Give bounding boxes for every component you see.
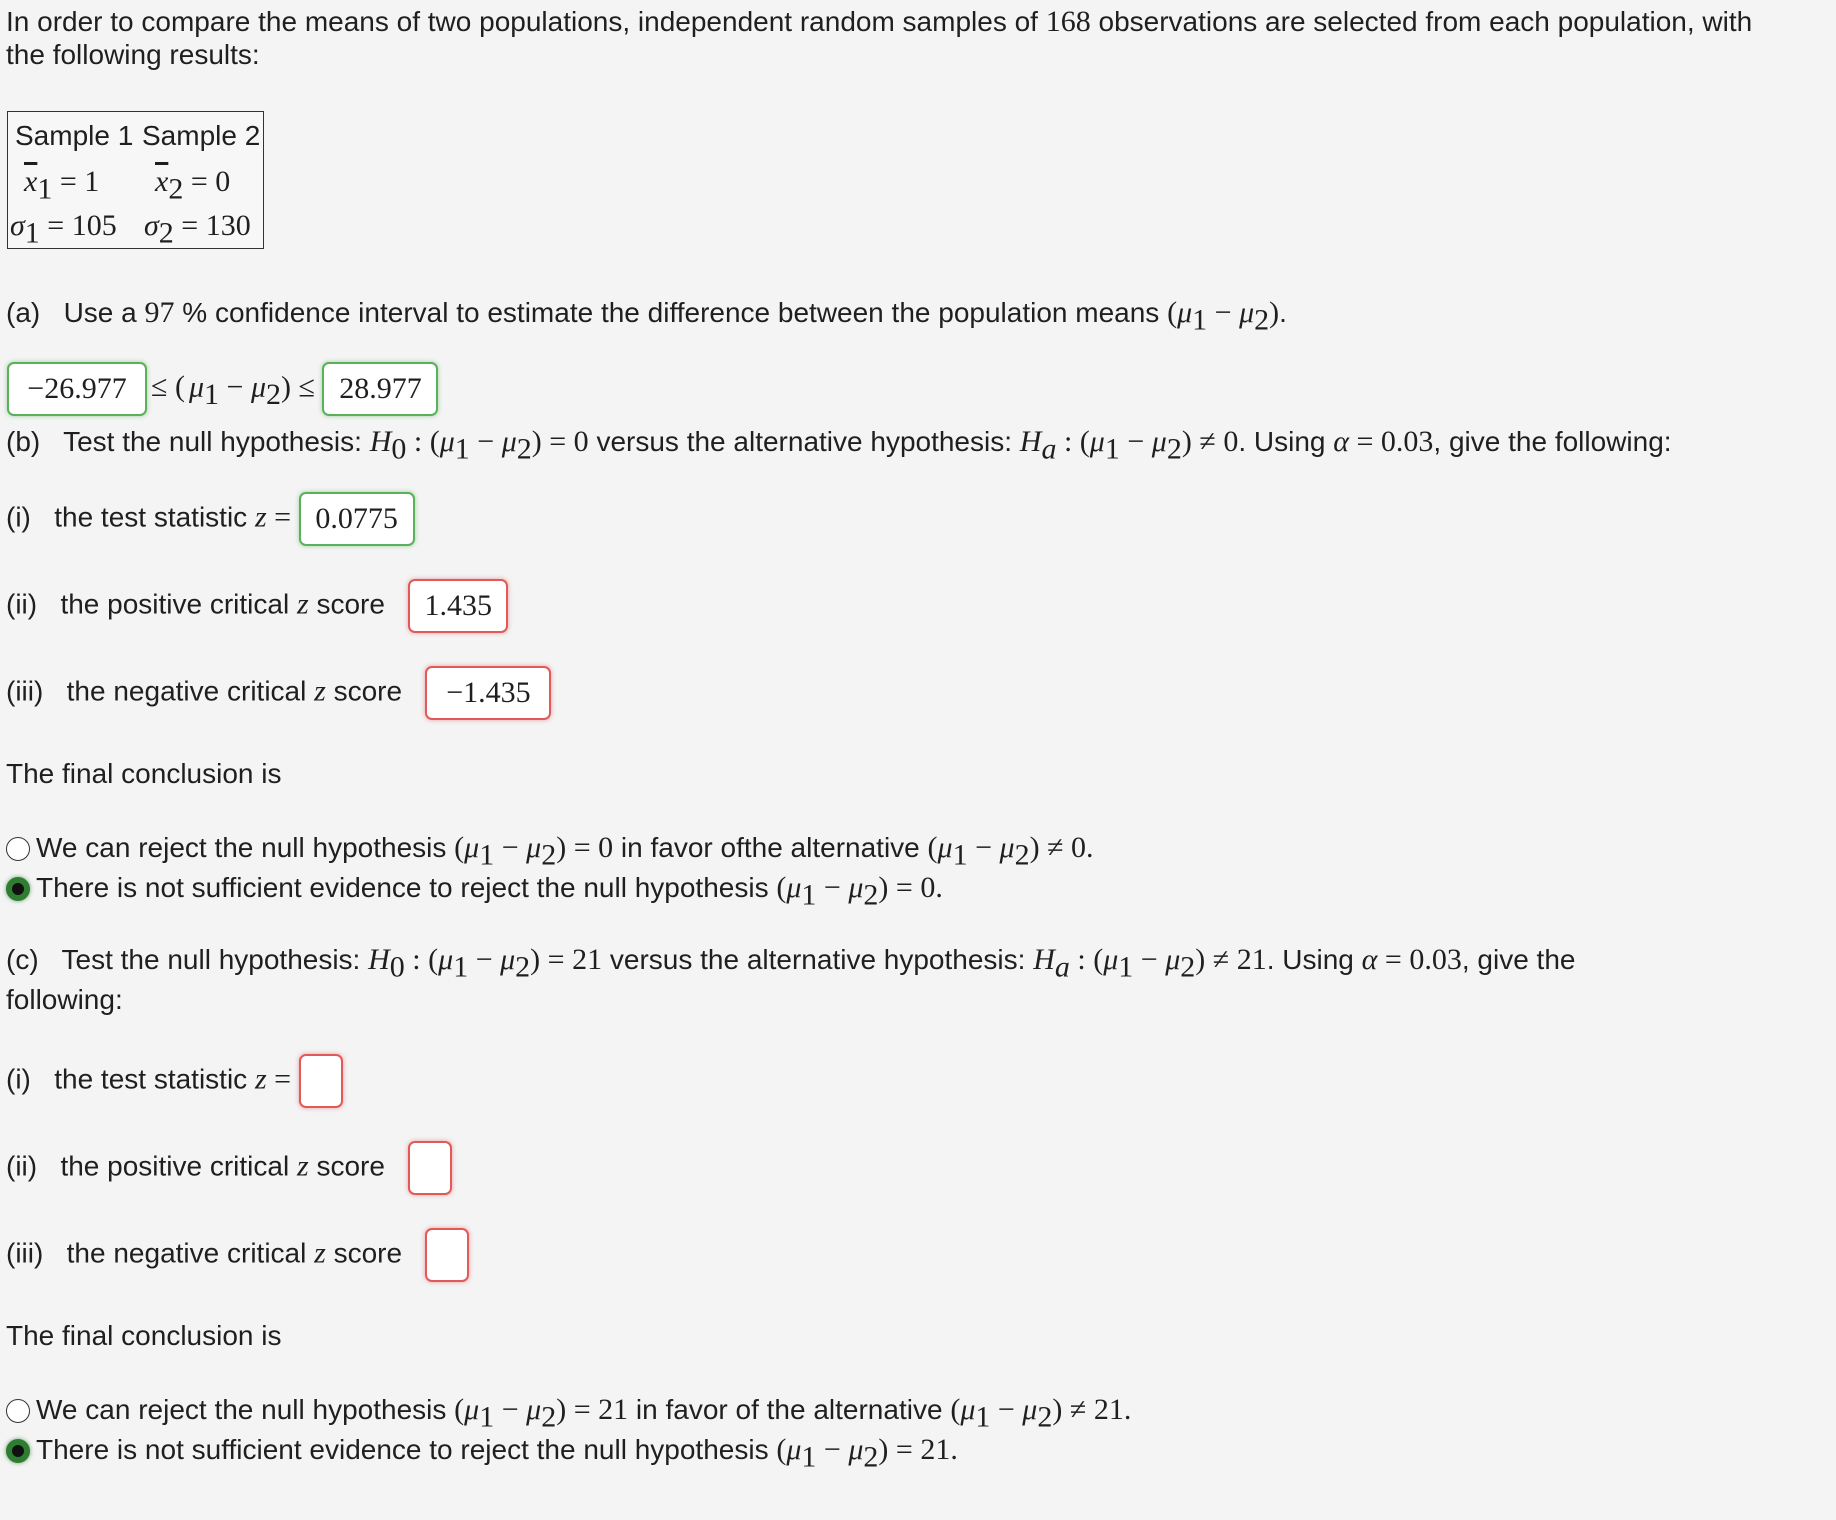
part-c-option-reject[interactable]: We can reject the null hypothesis $(\mu_1 - \mu_2) = 21$ in favor of the alternative $(\mu_1 - \mu_2) \ne 21$. (6, 1388, 1131, 1432)
part-b-i-row: (i) the test statistic z = 0.0775 (6, 492, 415, 546)
intro-line-1: In order to compare the means of two populations, independent random samples of 168 observations are selected from each population, with (6, 5, 1753, 38)
part-c-iii-row: (iii) the negative critical z score (6, 1228, 469, 1282)
sample-table (7, 111, 264, 249)
mean-sample-1: $\overline{x}_1 = 1$ (24, 165, 100, 206)
part-b-positive-critical-input[interactable]: 1.435 (408, 579, 508, 633)
radio-button-selected[interactable] (6, 1439, 30, 1463)
part-b-iii-row: (iii) the negative critical z score −1.435 (6, 666, 551, 720)
intro-line-2: the following results: (6, 39, 260, 70)
part-c-conclusion-label: The final conclusion is (6, 1320, 282, 1351)
part-c-prompt-line-2: following: (6, 984, 123, 1015)
part-a-prompt: (a) Use a 97 % confidence interval to estimate the difference between the population means $(\mu_1 - \mu_2)$. (6, 296, 1287, 337)
radio-button[interactable] (6, 1399, 30, 1423)
ci-upper-input[interactable]: 28.977 (322, 362, 438, 416)
part-c-test-statistic-input[interactable] (299, 1054, 343, 1108)
part-c-option-not-reject[interactable]: There is not sufficient evidence to reject the null hypothesis $(\mu_1 - \mu_2) = 21$. (6, 1428, 958, 1472)
part-b-test-statistic-input[interactable]: 0.0775 (299, 492, 415, 546)
part-c-negative-critical-input[interactable] (425, 1228, 469, 1282)
header-sample-2: Sample 2 (142, 120, 261, 151)
part-b-option-not-reject[interactable]: There is not sufficient evidence to reject the null hypothesis $(\mu_1 - \mu_2) = 0$. (6, 866, 943, 910)
part-b-conclusion-label: The final conclusion is (6, 758, 282, 789)
radio-button[interactable] (6, 837, 30, 861)
part-b-ii-row: (ii) the positive critical z score 1.435 (6, 579, 508, 633)
header-sample-1: Sample 1 (15, 120, 134, 151)
part-c-i-row: (i) the test statistic z = (6, 1054, 343, 1108)
part-a-interval: −26.977 ≤ ( $\mu_1 - \mu_2) \le 28.977$ (7, 362, 438, 416)
part-b-option-reject[interactable]: We can reject the null hypothesis $(\mu_1 - \mu_2) = 0$ in favor ofthe alternative $(\mu_1 - \mu_2) \ne 0$. (6, 826, 1094, 870)
ci-lower-input[interactable]: −26.977 (7, 362, 147, 416)
part-b-prompt: (b) Test the null hypothesis: $H_0$ : $(\mu_1 - \mu_2) = 0$ versus the alternative hypothesis: $H_a$ : $(\mu_1 - \mu_2) \ne 0$. Using α = 0.03, give the following: (6, 425, 1672, 466)
part-c-positive-critical-input[interactable] (408, 1141, 452, 1195)
sd-sample-1: $\sigma_1 = 105$ (10, 209, 117, 250)
sd-sample-2: $\sigma_2 = 130$ (144, 209, 251, 250)
part-b-negative-critical-input[interactable]: −1.435 (425, 666, 551, 720)
mean-sample-2: $\overline{x}_2 = 0$ (155, 165, 231, 206)
radio-button-selected[interactable] (6, 877, 30, 901)
part-c-ii-row: (ii) the positive critical z score (6, 1141, 452, 1195)
part-c-prompt: (c) Test the null hypothesis: $H_0$ : $(\mu_1 - \mu_2) = 21$ versus the alternative hypothesis: $H_a$ : $(\mu_1 - \mu_2) \ne 21$. Using α = 0.03, give the (6, 943, 1576, 984)
